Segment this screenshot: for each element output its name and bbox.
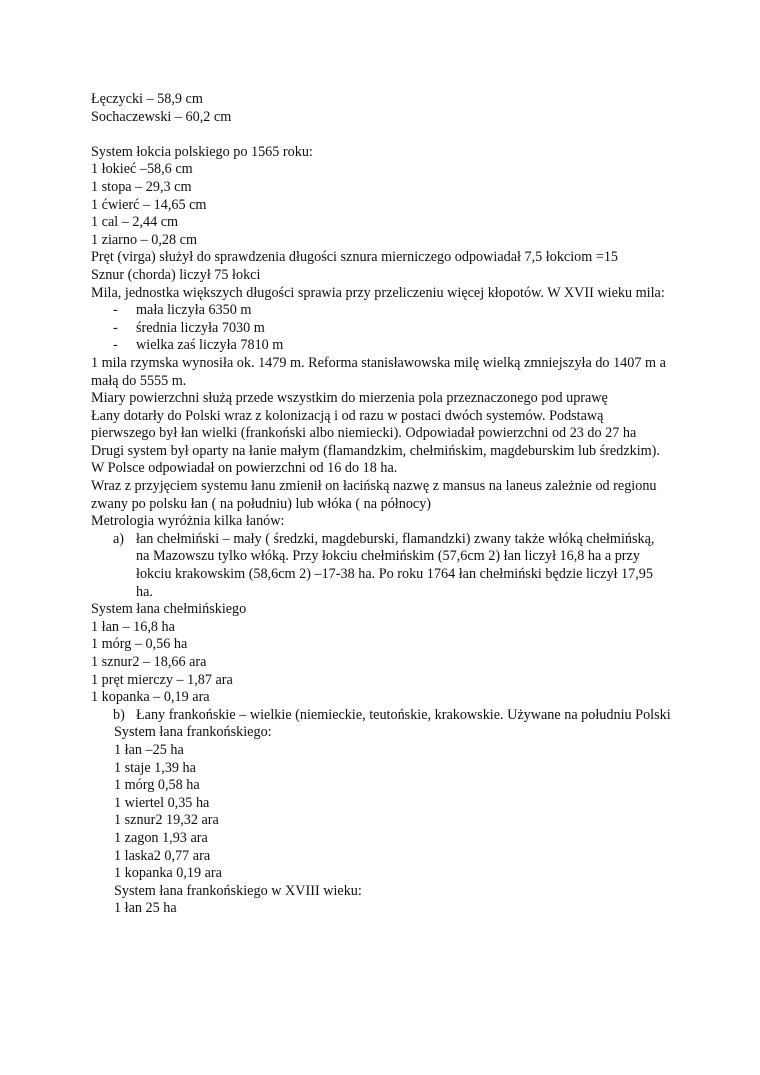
- frankonski-section: [91, 724, 671, 918]
- list-item-text: mała liczyła 6350 m: [136, 302, 252, 319]
- frankonski-item: 1 sznur2 19,32 ara: [114, 812, 219, 829]
- dash-marker: -: [113, 319, 118, 336]
- dash-marker: -: [113, 337, 118, 354]
- alpha-marker: b): [113, 706, 125, 723]
- list-item-text: łan chełmiński – mały ( średzki, magdeburski, flamandzki) zwany także włóką chełmińską, na Mazowszu tylko włóką. Przy łokciu chełmińskim (57,6cm 2) łan liczył 16,8 ha a przy łokciu krakowskim (58,6cm 2) –17-38 ha. Po roku 1764 łan chełmiński będzie liczył 17,95 ha.: [136, 530, 655, 600]
- xviii-item: 1 łan 25 ha: [114, 900, 177, 917]
- list-item-text: wielka zaś liczyła 7810 m: [136, 337, 284, 354]
- frankonski-item: 1 laska2 0,77 ara: [114, 847, 211, 864]
- frankonski-item: 1 zagon 1,93 ara: [114, 829, 208, 846]
- document-body: [91, 91, 671, 918]
- list-item-text: Łany frankońskie – wielkie (niemieckie, teutońskie, krakowskie. Używane na południu Polski: [136, 706, 671, 723]
- chelminski-item: 1 sznur2 – 18,66 ara: [91, 654, 207, 670]
- mila-list: [91, 302, 671, 355]
- frankonski-item: 1 staje 1,39 ha: [114, 759, 196, 776]
- miary-paragraph: Miary powierzchni służą przede wszystkim do mierzenia pola przeznaczonego pod uprawę: [91, 390, 608, 407]
- frankonski-item: 1 wiertel 0,35 ha: [114, 794, 210, 811]
- frankonski-item: 1 kopanka 0,19 ara: [114, 865, 222, 882]
- metrologia-paragraph: Metrologia wyróżnia kilka łanów:: [91, 513, 285, 530]
- chelminski-item: 1 kopanka – 0,19 ara: [91, 689, 210, 706]
- dash-marker: -: [113, 302, 118, 319]
- list-item-a: [91, 531, 671, 601]
- pret-paragraph: Pręt (virga) służył do sprawdzenia długości sznura mierniczego odpowiadał 7,5 łokciom =15: [91, 249, 619, 266]
- lokiec-system-heading: System łokcia polskiego po 1565 roku:: [91, 143, 313, 160]
- wraz-paragraph: Wraz z przyjęciem systemu łanu zmienił on łacińską nazwę z mansus na laneus zależnie od regionu zwany po polsku łan ( na południu) lub włóka ( na północy): [91, 478, 657, 512]
- lokiec-item: 1 ćwierć – 14,65 cm: [91, 196, 207, 213]
- lany-paragraph: Łany dotarły do Polski wraz z kolonizacją i od razu w postaci dwóch systemów. Podstawą pierwszego był łan wielki (frankoński albo niemiecki). Odpowiadał powierzchni od 23 do 27 ha: [91, 407, 637, 442]
- list-item-b: [91, 707, 671, 725]
- list-item: [91, 320, 671, 338]
- frankonski-item: 1 łan –25 ha: [114, 741, 184, 758]
- chelminski-item: 1 pręt mierczy – 1,87 ara: [91, 671, 233, 688]
- mila-paragraph: Mila, jednostka większych długości sprawia przy przeliczeniu więcej kłopotów. W XVII wieku mila:: [91, 284, 665, 301]
- blank-line: [91, 126, 671, 144]
- lokiec-item: 1 cal – 2,44 cm: [91, 214, 179, 231]
- intro-line-sochaczewski: Sochaczewski – 60,2 cm: [91, 108, 232, 125]
- alpha-marker: a): [113, 530, 125, 547]
- mila-rzymska-paragraph: 1 mila rzymska wynosiła ok. 1479 m. Reforma stanisławowska milę wielką zmniejszyła do 1407 m a małą do 5555 m.: [91, 354, 666, 389]
- chelminski-item: 1 łan – 16,8 ha: [91, 618, 175, 635]
- lokiec-item: 1 ziarno – 0,28 cm: [91, 231, 197, 248]
- frankonski-system-heading: System łana frankońskiego:: [114, 724, 272, 741]
- lokiec-item: 1 łokieć –58,6 cm: [91, 161, 193, 178]
- xviii-system-heading: System łana frankońskiego w XVIII wieku:: [114, 882, 362, 899]
- list-item-text: średnia liczyła 7030 m: [136, 319, 265, 336]
- lokiec-item: 1 stopa – 29,3 cm: [91, 178, 192, 195]
- drugi-system-paragraph: Drugi system był oparty na łanie małym (flamandzkim, chełmińskim, magdeburskim lub średzkim). W Polsce odpowiadał on powierzchni od 16 do 18 ha.: [91, 442, 660, 477]
- list-item: [91, 302, 671, 320]
- list-item: [91, 337, 671, 355]
- sznur-paragraph: Sznur (chorda) liczył 75 łokci: [91, 266, 261, 283]
- chelminski-system-heading: System łana chełmińskiego: [91, 601, 247, 618]
- chelminski-item: 1 mórg – 0,56 ha: [91, 636, 188, 653]
- intro-line-leczycki: Łęczycki – 58,9 cm: [91, 91, 203, 107]
- frankonski-item: 1 mórg 0,58 ha: [114, 777, 200, 794]
